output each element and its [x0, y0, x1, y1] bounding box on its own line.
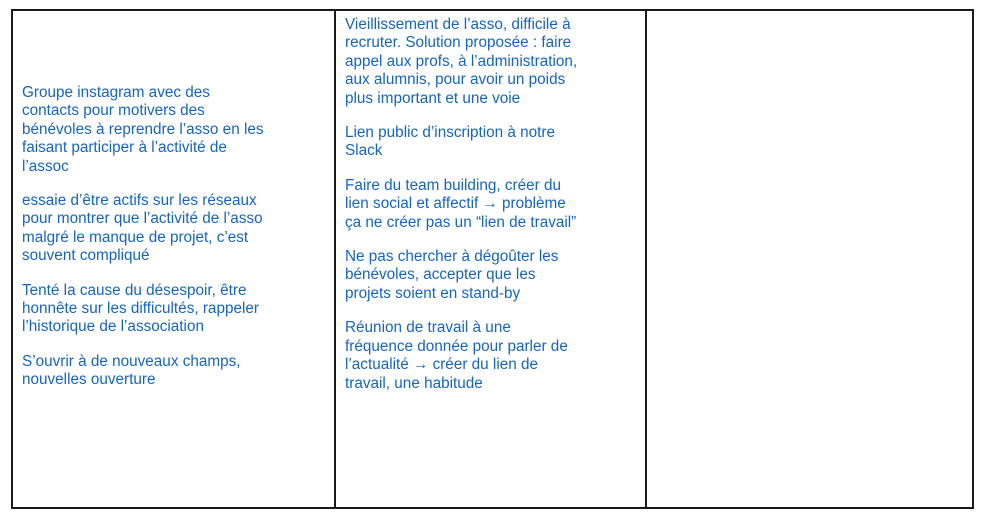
paragraph: Groupe instagram avec des contacts pour motivers des bénévoles à reprendre l’asso en les faisant participer à l’activité de l’assoc — [22, 84, 264, 175]
paragraph: Ne pas chercher à dégoûter les bénévoles, accepter que les projets soient en stand-by — [345, 248, 559, 302]
paragraph: Tenté la cause du désespoir, être honnête sur les difficultés, rappeler l’historique de l’association — [22, 281, 259, 336]
table-cell-column-2 — [336, 11, 647, 507]
paragraph: Réunion de travail à une fréquence donnée pour parler de l’actualité → créer du lien de travail, une habitude — [345, 319, 568, 392]
table-cell-column-3-empty — [647, 11, 972, 507]
cell-content — [13, 11, 334, 390]
paragraph: S’ouvrir à de nouveaux champs, nouvelles ouverture — [22, 352, 241, 389]
notes-table — [11, 9, 974, 509]
cell-content — [336, 11, 645, 393]
paragraph: Lien public d’inscription à notre Slack — [345, 124, 556, 160]
paragraph: Faire du team building, créer du lien social et affectif → problème ça ne créer pas un “lien de travail” — [345, 176, 577, 231]
table-cell-column-1 — [13, 11, 336, 507]
paragraph: Vieillissement de l’asso, difficile à recruter. Solution proposée : faire appel aux profs, à l’administration, aux alumnis, pour avoir un poids plus important et une voie — [345, 16, 578, 107]
paragraph: essaie d’être actifs sur les réseaux pour montrer que l’activité de l’asso malgré le manque de projet, c’est souvent compliqué — [22, 192, 263, 265]
